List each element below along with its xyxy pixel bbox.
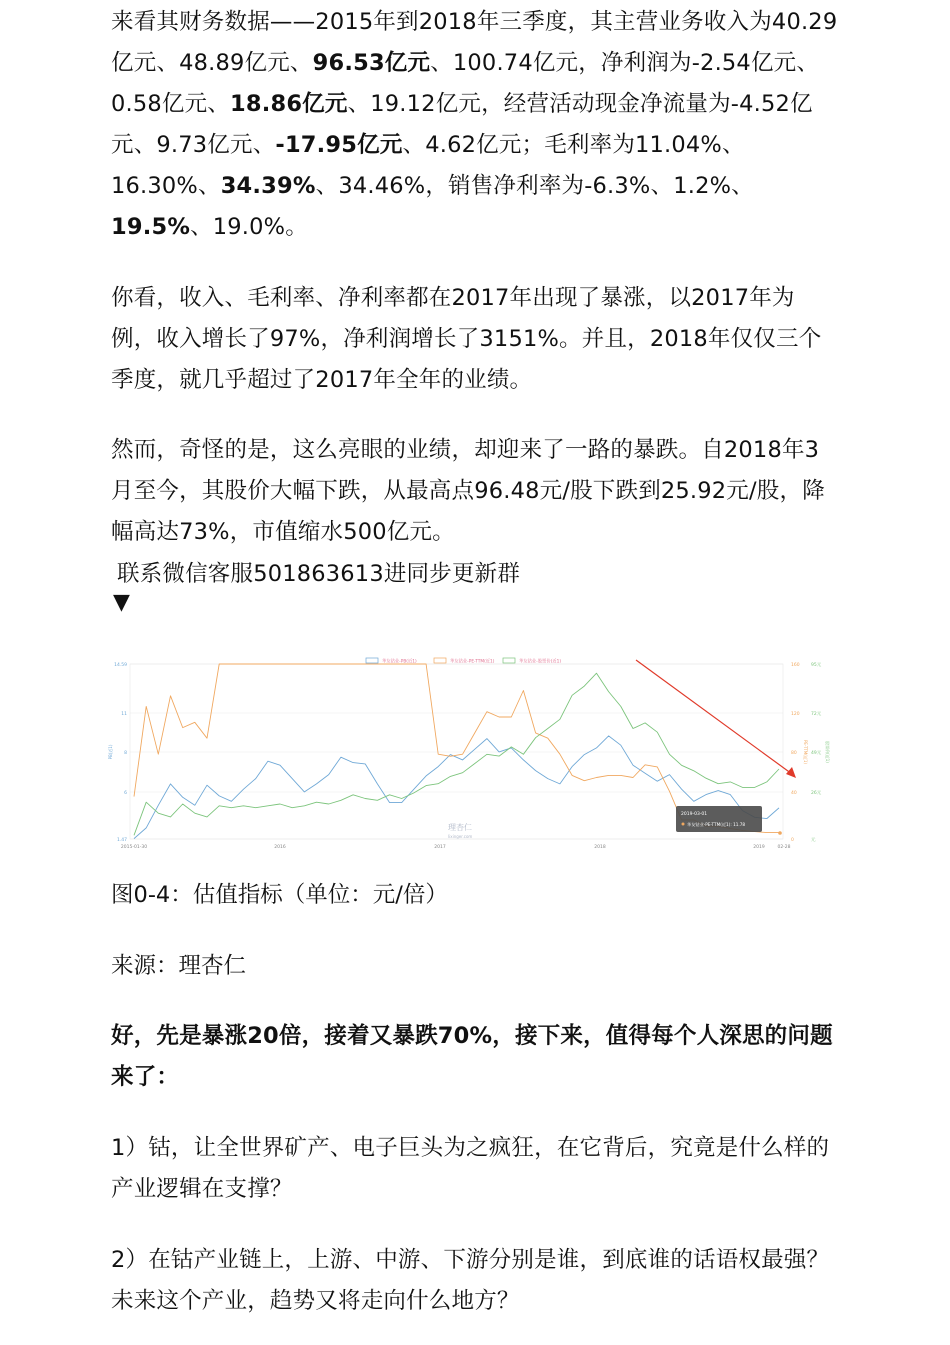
x-tick-label: 02-28 — [777, 845, 791, 850]
right-price-tick-label: 26元 — [811, 791, 822, 796]
right-price-tick-label: 72元 — [811, 712, 822, 717]
right-axis-label-pe: PE-TTM(近1) — [803, 740, 808, 764]
question-2: 2）在钴产业链上，上游、中游、下游分别是谁，到底谁的话语权最强？未来这个产业，趋势又将走向什么地方？ — [111, 1247, 830, 1314]
chart-watermark: 理杏仁 — [448, 823, 472, 832]
figure-caption: 图0-4：估值指标（单位：元/倍） — [111, 882, 448, 908]
right-price-tick-label: 95元 — [811, 663, 822, 668]
x-tick-label: 2015-01-30 — [120, 845, 148, 850]
paragraph-segment: 19.5% — [111, 214, 191, 240]
paragraph-segment: 、34.46%，销售净利率为-6.3%、1.2%、 — [315, 173, 754, 199]
paragraph-segment: 18.86亿元 — [230, 91, 348, 117]
source-line: 来源：理杏仁 — [111, 953, 247, 979]
left-tick-label: 6 — [124, 791, 127, 796]
right-pe-tick-label: 120 — [791, 712, 800, 717]
tooltip-date: 2019-03-01 — [681, 812, 708, 817]
paragraph-segment: 来看其财务数据——2015年到2018年三季度，其主营业务收入为40.29亿元、48.89亿元、 — [111, 9, 838, 76]
paragraph-segment: 、4.62亿元；毛利率为11.04%、16.30%、 — [111, 132, 745, 199]
paragraph-decline: 然而，奇怪的是，这么亮眼的业绩，却迎来了一路的暴跌。自2018年3月至今，其股价大幅下跌，从最高点96.48元/股下跌到25.92元/股，降幅高达73%，市值缩水500亿元。 — [111, 437, 825, 545]
right-axis-label-price: 股票价(近1) — [825, 741, 830, 763]
right-pe-tick-label: 160 — [791, 663, 800, 668]
chart-watermark-sub: lixinger.com — [448, 834, 473, 839]
paragraph-growth: 你看，收入、毛利率、净利率都在2017年出现了暴涨，以2017年为例，收入增长了97%，净利润增长了3151%。并且，2018年仅仅三个季度，就几乎超过了2017年全年的业绩。 — [111, 285, 822, 393]
left-tick-label: 14.59 — [114, 663, 127, 668]
paragraph-segment: 、19.0%。 — [190, 214, 308, 240]
x-tick-label: 2016 — [274, 845, 286, 850]
valuation-chart — [108, 656, 834, 852]
paragraph-segment: 96.53亿元 — [312, 50, 431, 76]
tooltip-box — [676, 806, 762, 832]
tooltip-dot — [682, 823, 685, 826]
legend-label: 华友钴业-PB(近1) — [382, 659, 417, 665]
down-arrow-icon: ▼ — [113, 590, 130, 615]
paragraph-segment: 34.39% — [220, 173, 316, 199]
contact-line: 联系微信客服501863613进同步更新群 — [117, 561, 521, 587]
x-tick-label: 2018 — [594, 845, 606, 850]
tooltip-point — [778, 831, 782, 835]
right-price-tick-label: 49元 — [811, 751, 822, 756]
paragraph-segment: 、19.12亿元，经营活动现金净流量为-4.52亿元、9.73亿元、 — [111, 91, 813, 158]
right-pe-tick-label: 0 — [791, 838, 794, 843]
left-tick-label: 11 — [121, 712, 127, 717]
legend-label: 华友钴业-股票价(近1) — [519, 659, 562, 665]
paragraph-segment: 、100.74亿元，净利润为-2.54亿元、0.58亿元、 — [111, 50, 820, 117]
paragraph-question-intro: 好，先是暴涨20倍，接着又暴跌70%，接下来，值得每个人深思的问题来了： — [111, 1023, 833, 1090]
right-price-tick-label: 元 — [811, 838, 816, 843]
x-tick-label: 2017 — [434, 845, 446, 850]
right-pe-tick-label: 40 — [791, 791, 797, 796]
tooltip-value: 华友钴业-PE-TTM(近1): 11.78 — [687, 822, 746, 827]
left-axis-label: PB(近1) — [108, 744, 113, 760]
paragraph-financials — [111, 2, 839, 248]
legend-label: 华友钴业-PE-TTM(近1) — [450, 659, 495, 665]
x-tick-label: 2019 — [753, 845, 765, 850]
left-tick-label: 1.47 — [116, 838, 127, 843]
right-pe-tick-label: 80 — [791, 751, 797, 756]
question-1: 1）钴，让全世界矿产、电子巨头为之疯狂，在它背后，究竟是什么样的产业逻辑在支撑？ — [111, 1135, 830, 1202]
chart-legend — [366, 658, 561, 665]
left-tick-label: 8 — [124, 751, 127, 756]
paragraph-segment: -17.95亿元 — [275, 132, 403, 158]
